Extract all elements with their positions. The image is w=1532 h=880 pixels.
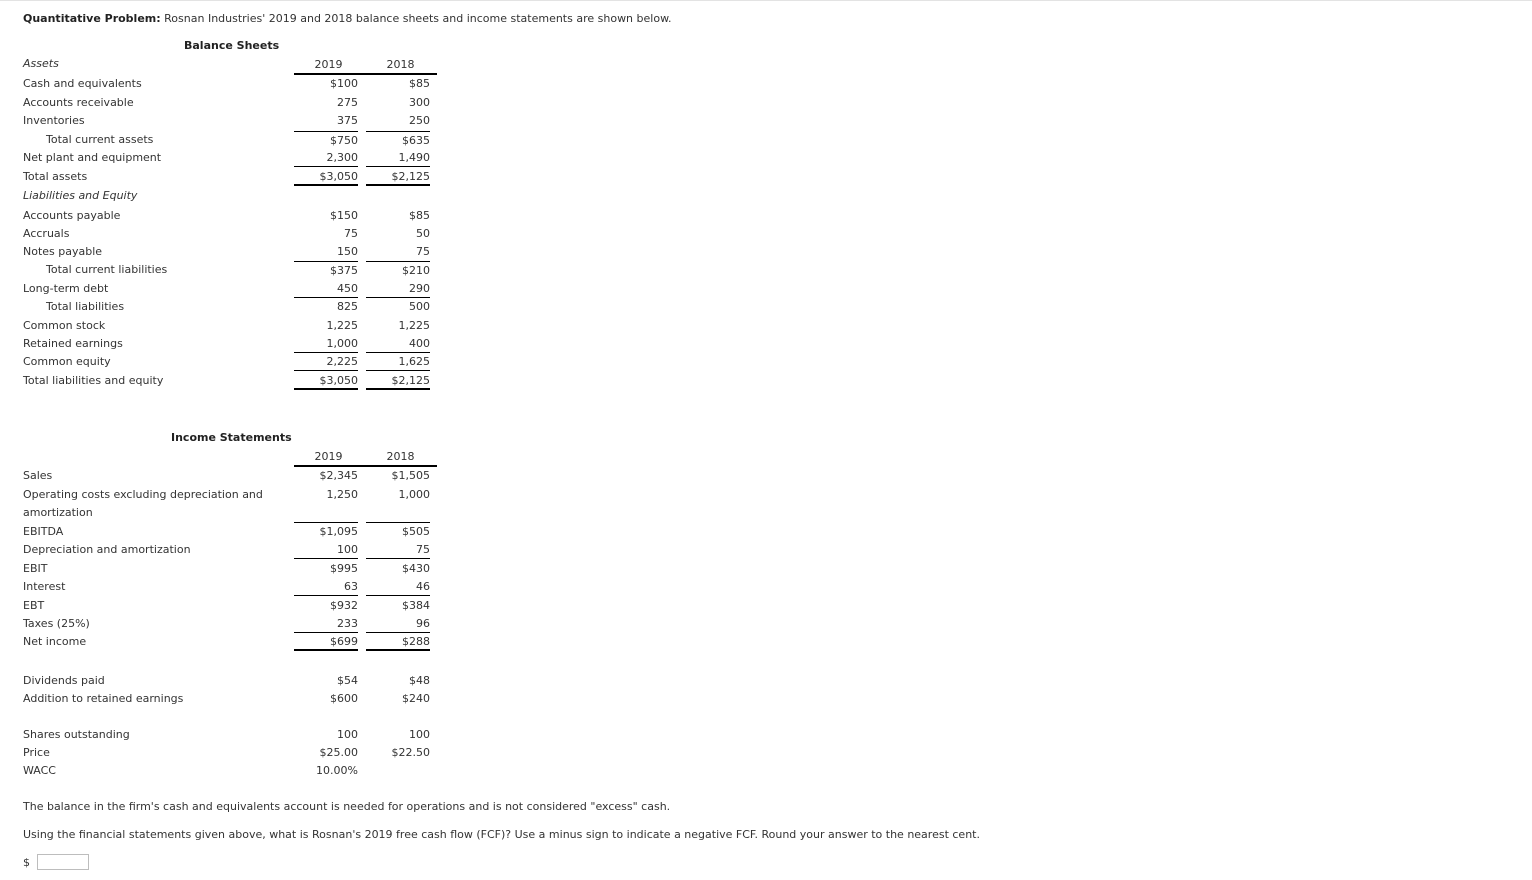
is-value-2018: $505 xyxy=(402,525,430,538)
bs-value-2019: $375 xyxy=(294,261,358,279)
bs-row-label: Notes payable xyxy=(23,245,103,258)
is-value-2018: $430 xyxy=(402,562,430,575)
bs-row xyxy=(23,149,443,167)
bs-row-label: Total liabilities and equity xyxy=(23,374,164,387)
bs-value-2018: $635 xyxy=(366,131,430,149)
bs-value-2019: $3,050 xyxy=(294,168,358,186)
is-value-2018: 100 xyxy=(409,728,430,741)
bs-row xyxy=(23,298,443,316)
is-value-2018: $288 xyxy=(366,633,430,651)
fcf-answer-input[interactable] xyxy=(37,854,89,870)
is-row xyxy=(23,615,443,633)
is-value-2019: $932 xyxy=(330,599,358,612)
is-row-label: Operating costs excluding depreciation and xyxy=(23,488,263,501)
bs-row xyxy=(23,75,443,93)
bs-value-2019: 150 xyxy=(337,245,358,258)
is-row xyxy=(23,486,443,504)
bs-row-label: Accruals xyxy=(23,227,70,240)
bs-row xyxy=(23,168,443,186)
bs-row xyxy=(23,94,443,112)
is-value-2019: 63 xyxy=(294,578,358,596)
balance-sheet-title: Balance Sheets xyxy=(184,39,280,52)
is-row xyxy=(23,560,443,578)
bs-row xyxy=(23,372,443,390)
bs-value-2019: 75 xyxy=(344,227,358,240)
bs-value-2019: 1,000 xyxy=(294,335,358,353)
bs-value-2019: $3,050 xyxy=(294,372,358,390)
bs-value-2019: 2,225 xyxy=(294,353,358,371)
is-value-2018: $1,505 xyxy=(391,469,430,482)
is-row-label: Taxes (25%) xyxy=(23,617,90,630)
is-value-2018: 75 xyxy=(366,541,430,559)
bs-row-label: Total current liabilities xyxy=(46,263,168,276)
is-row xyxy=(23,726,443,744)
is-value-2019 xyxy=(294,504,358,523)
is-row xyxy=(23,467,443,485)
currency-symbol: $ xyxy=(23,856,30,869)
is-row-label: Shares outstanding xyxy=(23,728,130,741)
is-value-2019: $54 xyxy=(337,674,358,687)
is-row-label: Addition to retained earnings xyxy=(23,692,184,705)
is-value-2019: $699 xyxy=(294,633,358,651)
bs-value-2018: $2,125 xyxy=(366,168,430,186)
bs-row-label: Accounts payable xyxy=(23,209,121,222)
bs-value-2018: 50 xyxy=(416,227,430,240)
is-col-2018: 2018 xyxy=(386,450,415,463)
bs-value-2018: 1,625 xyxy=(366,353,430,371)
is-value-2018 xyxy=(366,762,430,780)
income-statement-title: Income Statements xyxy=(171,431,292,444)
bs-value-2018: $85 xyxy=(409,77,430,90)
bs-row-label: Long-term debt xyxy=(23,282,109,295)
bs-row xyxy=(23,112,443,130)
bs-row-label: Total current assets xyxy=(46,133,154,146)
is-value-2018 xyxy=(366,504,430,523)
bs-value-2018: 1,490 xyxy=(366,149,430,167)
is-row-label: Dividends paid xyxy=(23,674,105,687)
is-row-label: amortization xyxy=(23,506,93,519)
bs-row-label: Total liabilities xyxy=(46,300,125,313)
bs-value-2018: 1,225 xyxy=(398,319,430,332)
problem-statement xyxy=(23,12,672,25)
is-value-2018: 1,000 xyxy=(398,488,430,501)
bs-row xyxy=(23,280,443,298)
bs-value-2018: 400 xyxy=(366,335,430,353)
bs-row-label: Common equity xyxy=(23,355,111,368)
is-row-label: Sales xyxy=(23,469,53,482)
is-row xyxy=(23,762,443,780)
bs-row-label: Accounts receivable xyxy=(23,96,134,109)
is-value-2019: 1,250 xyxy=(326,488,358,501)
bs-row-label: Net plant and equipment xyxy=(23,151,162,164)
bs-value-2019: 2,300 xyxy=(294,149,358,167)
bs-value-2018: $2,125 xyxy=(366,372,430,390)
is-value-2019: 10.00% xyxy=(316,764,358,777)
bs-value-2018: 290 xyxy=(366,280,430,298)
is-value-2019: $2,345 xyxy=(319,469,358,482)
bs-row-label: Assets xyxy=(23,57,59,70)
is-row xyxy=(23,744,443,762)
problem-label: Quantitative Problem: xyxy=(23,12,161,25)
bs-row xyxy=(23,243,443,261)
is-row xyxy=(23,523,443,541)
is-row-label: Interest xyxy=(23,580,66,593)
bs-col-2019: 2019 xyxy=(314,58,343,71)
bs-row xyxy=(23,55,443,73)
is-row xyxy=(23,504,443,522)
is-row xyxy=(23,690,443,708)
bs-row xyxy=(23,353,443,371)
bs-value-2018: 250 xyxy=(409,114,430,127)
is-value-2019: $1,095 xyxy=(319,525,358,538)
bs-value-2018: $85 xyxy=(409,209,430,222)
is-row-label: Depreciation and amortization xyxy=(23,543,191,556)
is-row-label: EBT xyxy=(23,599,45,612)
bs-row-label: Total assets xyxy=(23,170,88,183)
bs-row xyxy=(23,225,443,243)
bs-value-2019: 1,225 xyxy=(326,319,358,332)
bs-row xyxy=(23,207,443,225)
is-value-2018: $48 xyxy=(409,674,430,687)
bs-value-2018: $210 xyxy=(366,261,430,279)
is-value-2019: $25.00 xyxy=(319,746,358,759)
is-row xyxy=(23,672,443,690)
is-row xyxy=(23,633,443,651)
is-row-label: Net income xyxy=(23,635,87,648)
bs-value-2019: 375 xyxy=(337,114,358,127)
bs-value-2018: 500 xyxy=(409,300,430,313)
bs-value-2018: 75 xyxy=(416,245,430,258)
is-value-2019: $600 xyxy=(330,692,358,705)
bs-row-label: Retained earnings xyxy=(23,337,123,350)
is-row xyxy=(23,541,443,559)
is-value-2018: $22.50 xyxy=(391,746,430,759)
is-value-2018: 46 xyxy=(366,578,430,596)
bs-value-2019: $750 xyxy=(294,131,358,149)
bs-col-2018: 2018 xyxy=(386,58,415,71)
is-row-label: EBITDA xyxy=(23,525,64,538)
is-value-2019: 233 xyxy=(294,615,358,633)
is-value-2018: $240 xyxy=(402,692,430,705)
bs-row-label: Common stock xyxy=(23,319,106,332)
question-text: Using the financial statements given above, what is Rosnan's 2019 free cash flow (FCF)? Use a minus sign to indicate a negative FCF. Round your answer to the nearest cent. xyxy=(23,828,980,841)
is-value-2019: $995 xyxy=(330,562,358,575)
bs-value-2018: 300 xyxy=(409,96,430,109)
problem-text: Rosnan Industries' 2019 and 2018 balance sheets and income statements are shown below. xyxy=(160,12,672,25)
is-row-label: Price xyxy=(23,746,50,759)
excess-cash-note: The balance in the firm's cash and equivalents account is needed for operations and is not considered "excess" cash. xyxy=(23,800,671,813)
is-row xyxy=(23,597,443,615)
top-divider xyxy=(0,0,1532,1)
is-value-2018: 96 xyxy=(366,615,430,633)
is-value-2019: 100 xyxy=(337,728,358,741)
bs-row xyxy=(23,317,443,335)
is-row-label: EBIT xyxy=(23,562,48,575)
is-row xyxy=(23,578,443,596)
bs-row xyxy=(23,335,443,353)
bs-row-label: Cash and equivalents xyxy=(23,77,142,90)
is-value-2019: 100 xyxy=(294,541,358,559)
bs-value-2019: $150 xyxy=(330,209,358,222)
bs-value-2019: $100 xyxy=(330,77,358,90)
bs-value-2019: 450 xyxy=(294,280,358,298)
is-col-2019: 2019 xyxy=(314,450,343,463)
bs-row-label: Liabilities and Equity xyxy=(23,189,138,202)
is-row-label: WACC xyxy=(23,764,56,777)
bs-row xyxy=(23,131,443,149)
bs-value-2019: 825 xyxy=(337,300,358,313)
is-value-2018: $384 xyxy=(402,599,430,612)
bs-row xyxy=(23,261,443,279)
bs-row xyxy=(23,187,443,205)
bs-value-2019: 275 xyxy=(337,96,358,109)
bs-row-label: Inventories xyxy=(23,114,85,127)
